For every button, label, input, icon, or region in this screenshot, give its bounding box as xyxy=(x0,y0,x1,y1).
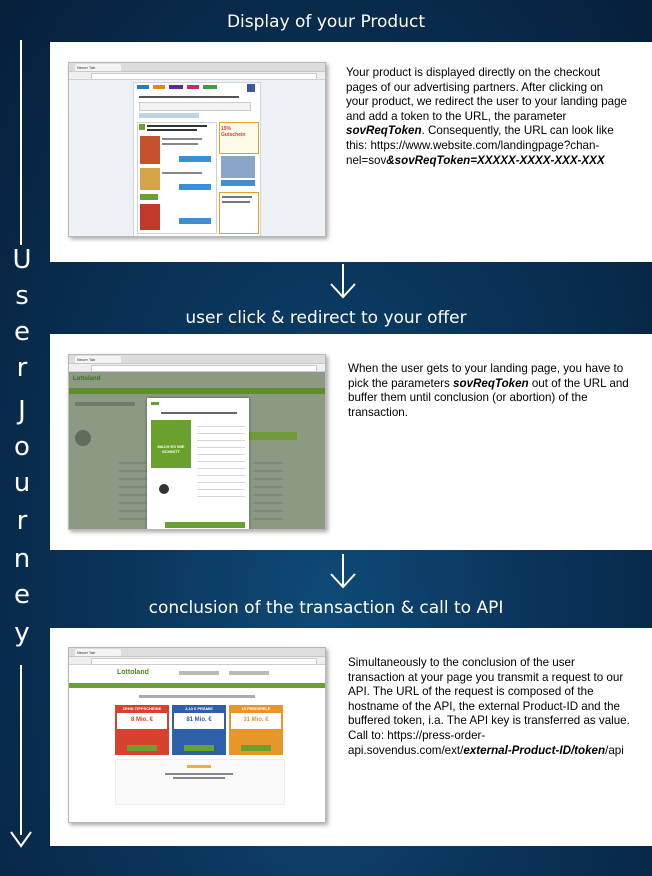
journey-letter: J xyxy=(18,396,26,426)
prize-card-title: ZEHN TIPPSCHEINE xyxy=(122,706,162,711)
down-arrow-icon xyxy=(328,264,358,300)
section-text xyxy=(348,656,634,758)
text-segment: Simultaneously to the conclusion of the user transaction at your page you transmit a request to our API. The URL of the request is composed of the hostname of the API, the external Product-ID and the buffered token, i.a. The API key is transferred as value. Call to: https://press-order-api.sovendus.com/ext/ xyxy=(348,656,630,757)
prize-card-value: 81 Mio. € xyxy=(186,717,212,723)
emphasis-text: sovReqToken xyxy=(346,124,422,138)
journey-letter: n xyxy=(13,544,31,574)
browser-mockup xyxy=(68,354,326,530)
journey-letter: r xyxy=(16,353,28,383)
text-segment: /api xyxy=(605,743,624,757)
journey-letter: u xyxy=(13,468,31,498)
journey-arrow-icon xyxy=(9,820,33,848)
journey-letter: U xyxy=(12,245,32,275)
browser-tab: Neuer Tab xyxy=(75,649,121,656)
offer-headline: 15% Gutschein xyxy=(221,126,246,138)
confirmation-page xyxy=(69,665,325,822)
browser-tab: Neuer Tab xyxy=(75,356,121,363)
section-text xyxy=(348,362,632,420)
prize-card-value: 31 Mio. € xyxy=(243,717,269,723)
brand-logo: Lottoland xyxy=(73,376,101,382)
landing-page xyxy=(69,372,325,529)
section-text xyxy=(346,66,628,168)
browser-mockup xyxy=(68,647,326,823)
journey-letter: r xyxy=(16,506,28,536)
journey-letter: e xyxy=(14,580,30,610)
down-arrow-icon xyxy=(328,554,358,590)
emphasis-text: external-Product-ID/token xyxy=(463,743,606,757)
journey-letter: o xyxy=(14,432,30,462)
journey-letter: e xyxy=(14,317,30,347)
section-title: user click & redirect to your offer xyxy=(185,308,467,328)
journey-letter: y xyxy=(14,618,30,648)
section-title: Display of your Product xyxy=(226,12,426,32)
browser-tab: Neuer Tab xyxy=(75,64,121,71)
popup-headline: MACH ES WIE SCHMITT xyxy=(157,444,185,454)
prize-card-title: 10 FREISPIELE xyxy=(241,706,271,711)
prize-card-value: 8 Mio. € xyxy=(130,717,153,723)
checkout-page xyxy=(69,80,325,236)
text-segment: . Consequently, the URL can look like this: https://www.website.com/landingpage?chan-nel=sov xyxy=(346,124,614,167)
address-bar xyxy=(91,658,317,665)
journey-line xyxy=(20,665,22,835)
brand-logo: Lottoland xyxy=(117,669,149,676)
journey-line xyxy=(20,40,22,245)
emphasis-text: &sovReqToken=XXXXX-XXXX-XXX-XXX xyxy=(386,153,605,167)
section-title: conclusion of the transaction & call to API xyxy=(148,598,504,618)
text-segment: When the user gets to your landing page, you have to pick the parameters xyxy=(348,362,624,390)
browser-mockup xyxy=(68,62,326,237)
address-bar xyxy=(91,73,317,80)
prize-card-title: 2,10 € PRÄMIE xyxy=(185,706,213,711)
journey-letter: s xyxy=(15,281,29,311)
text-segment: Your product is displayed directly on the checkout pages of our advertising partners. After clicking on your product, we redirect the user to your landing page and add a token to the URL, the parameter xyxy=(346,66,627,123)
text-segment: out of the URL and buffer them until conclusion (or abortion) of the transaction. xyxy=(348,376,629,419)
emphasis-text: sovReqToken xyxy=(453,376,529,390)
address-bar xyxy=(91,365,317,372)
